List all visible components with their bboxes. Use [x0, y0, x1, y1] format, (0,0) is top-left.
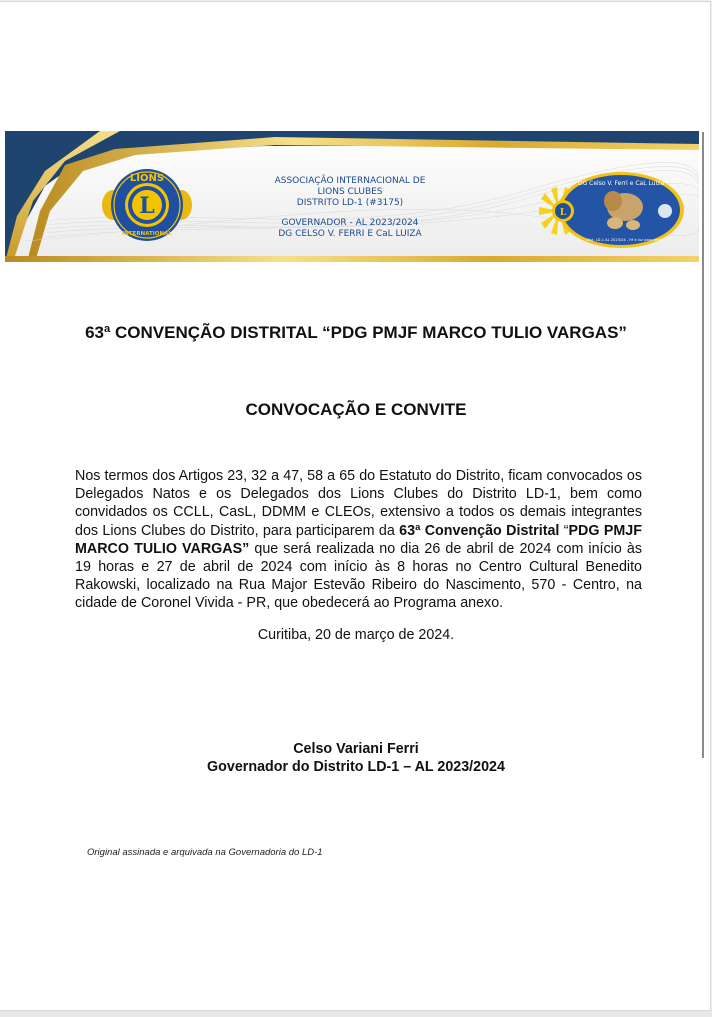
svg-text:LIONS: LIONS: [129, 173, 165, 184]
section-heading: CONVOCAÇÃO E CONVITE: [245, 400, 467, 419]
place-and-date: Curitiba, 20 de março de 2024.: [257, 627, 455, 643]
org-line-3: DISTRITO LD-1 (#3175): [296, 198, 404, 208]
body-bold-honoree: PDG PMJF MARCO TULIO VARGAS”: [75, 522, 642, 557]
svg-text:INTERNATIONAL: INTERNATIONAL: [122, 231, 172, 237]
signatory-role: Governador do Distrito LD-1 – AL 2023/2024: [207, 759, 505, 775]
governor-line-2: DG CELSO V. FERRI E CaL LUIZA: [278, 229, 422, 239]
svg-text:L: L: [139, 193, 155, 219]
body-text-part-1: Nos termos dos Artigos 23, 32 a 47, 58 a 65 do Estatuto do Distrito, ficam convocados os Delegados Natos e os Delegados dos Lions Clubes do Distrito LD-1, bem como convidados os CCLL, CasL, DDMM e CLEOs, extensivo a todos os demais integrantes dos Lions Clubes do Distrito, para participarem da: [75, 468, 642, 539]
governor-line-1: GOVERNADOR - AL 2023/2024: [281, 218, 419, 228]
body-bold-convention: 63ª Convenção Distrital: [399, 522, 560, 539]
convention-title: 63ª CONVENÇÃO DISTRITAL “PDG PMJF MARCO TULIO VARGAS”: [85, 323, 627, 342]
convocation-paragraph: [75, 467, 642, 613]
lions-international-logo: [101, 165, 193, 247]
body-text-part-3: que será realizada no dia 26 de abril de 2024 com início às 19 horas e 27 de abril de 2024 com início às 8 horas no Centro Cultural Benedito Rakowski, localizado na Rua Major Estevão Ribeiro do Nascimento, 570 - Centro, na cidade de Coronel Vivida - PR, que obedecerá ao Programa anexo.: [75, 540, 642, 612]
page-margin-rule: [702, 132, 704, 758]
body-text-part-2: “: [559, 522, 569, 539]
letterhead-banner: [5, 131, 699, 262]
organization-header-text: [255, 176, 445, 240]
org-line-2: LIONS CLUBES: [317, 187, 383, 197]
svg-text:L: L: [559, 208, 567, 218]
signatory-name: Celso Variani Ferri: [293, 741, 419, 757]
district-governor-badge: [537, 169, 687, 251]
archival-footnote: Original assinada e arquivada na Governadoria do LD-1: [87, 847, 323, 858]
svg-text:DG Celso V. Ferri e CaL Luiza: DG Celso V. Ferri e CaL Luiza: [577, 180, 665, 187]
svg-text:Dist. LD-1 AL 2023/24 - Fé e l: Dist. LD-1 AL 2023/24 - Fé e luz para servir: [586, 238, 664, 242]
document-page: [0, 1, 711, 1011]
org-line-1: ASSOCIAÇÃO INTERNACIONAL DE: [274, 176, 426, 186]
